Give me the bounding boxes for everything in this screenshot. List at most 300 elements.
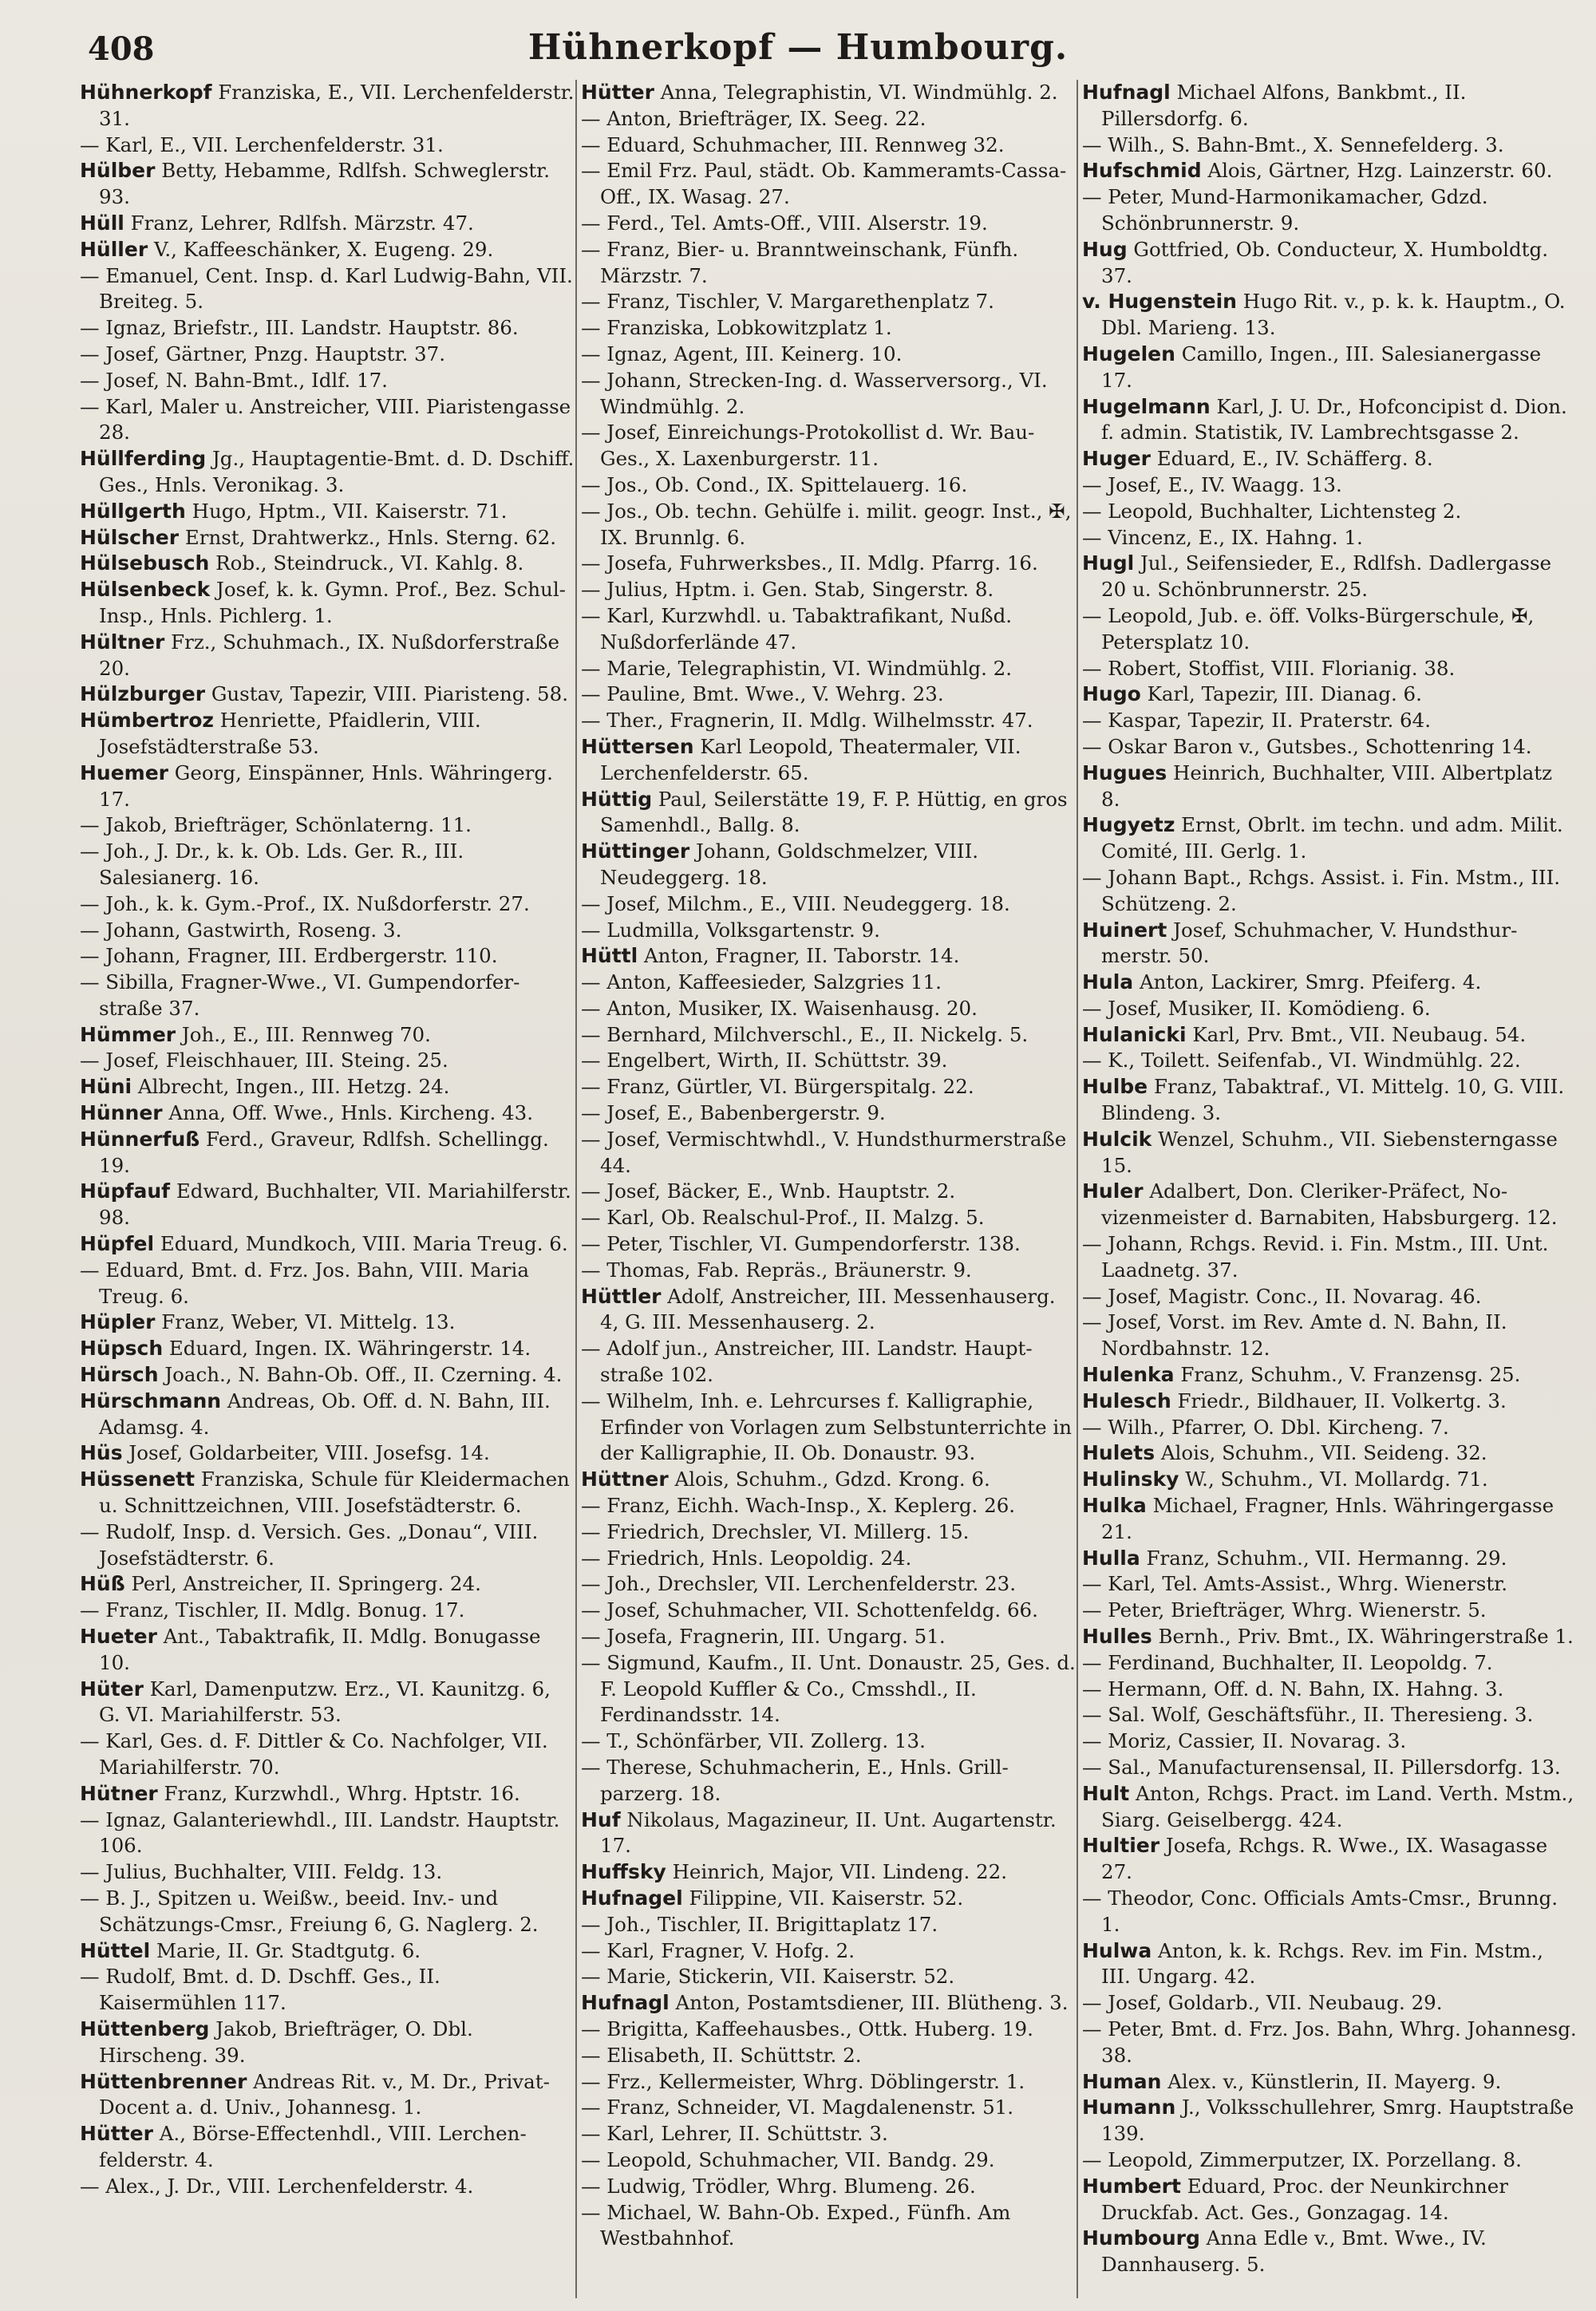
entry-details: A., Börse-Effectenhdl., VIII. Lerchenfelderstr. 4. (99, 2122, 527, 2171)
entry-details: — Leopold, Jub. e. öff. Volks-Bürgerschule, ✠, Petersplatz 10. (1082, 603, 1535, 654)
directory-entry (1082, 1284, 1577, 1310)
entry-details: Filippine, VII. Kaiserstr. 52. (682, 1886, 964, 1910)
entry-details: — Karl, Ges. d. F. Dittler & Co. Nachfolger, VII. Mariahilferstr. 70. (80, 1729, 548, 1779)
directory-entry (581, 1546, 1076, 1572)
entry-surname: Humann (1082, 2096, 1176, 2119)
entry-details: Adalbert, Don. Cleriker-Präfect, Novizenmeister d. Barnabiten, Habsburgerg. 12. (1101, 1179, 1558, 1230)
directory-entry (581, 2095, 1076, 2121)
directory-entry (1082, 1781, 1577, 1834)
directory-entry (80, 132, 575, 159)
entry-details: — Josefa, Fuhrwerksbes., II. Mdlg. Pfarrg. 16. (581, 551, 1038, 575)
entry-details: Paul, Seilerstätte 19, F. P. Hüttig, en gros Samenhdl., Ballg. 8. (600, 787, 1068, 837)
directory-entry (581, 2043, 1076, 2069)
entry-details: — Peter, Mund-Harmonikamacher, Gdzd. Schönbrunnerstr. 9. (1082, 185, 1488, 235)
entry-details: Karl, Tapezir, III. Dianag. 6. (1140, 682, 1422, 706)
directory-entry (80, 1127, 575, 1179)
directory-entry (581, 2017, 1076, 2043)
directory-entry (1082, 1755, 1577, 1781)
entry-details: — Josef, N. Bahn-Bmt., Idlf. 17. (80, 368, 388, 392)
entry-surname: Hüpler (80, 1310, 156, 1334)
entry-details: Anton, Lackirer, Smrg. Pfeiferg. 4. (1133, 970, 1482, 994)
page-header (32, 24, 1564, 72)
directory-entry (80, 315, 575, 342)
entry-details: Anna, Off. Wwe., Hnls. Kircheng. 43. (162, 1101, 534, 1125)
directory-entry (581, 1022, 1076, 1049)
entry-details: Alex. v., Künstlerin, II. Mayerg. 9. (1161, 2069, 1502, 2093)
entry-details: Johann, Goldschmelzer, VIII. Neudeggerg. 18. (600, 839, 979, 889)
entry-details: — Ferd., Tel. Amts-Off., VIII. Alserstr. 19. (581, 211, 988, 235)
directory-entry (581, 1493, 1076, 1519)
directory-entry (80, 1362, 575, 1389)
entry-details: Ernst, Obrlt. im techn. und adm. Milit. Comité, III. Gerlg. 1. (1101, 813, 1563, 863)
column-3 (1082, 80, 1577, 2278)
directory-entry (80, 1310, 575, 1336)
entry-surname: Hülscher (80, 525, 180, 549)
entry-details: Jakob, Briefträger, O. Dbl. Hirscheng. 39. (99, 2017, 473, 2067)
entry-surname: Huemer (80, 760, 169, 784)
directory-entry (1082, 1389, 1577, 1415)
entry-surname: Hüttersen (581, 734, 694, 758)
directory-entry (1082, 1231, 1577, 1284)
entry-details: Marie, II. Gr. Stadtgutg. 6. (150, 1938, 421, 1962)
entry-details: — Joh., k. k. Gym.-Prof., IX. Nußdorferstr. 27. (80, 891, 530, 915)
entry-surname: Hütter (581, 81, 654, 104)
directory-entry (80, 158, 575, 211)
entry-details: — Wilhelm, Inh. e. Lehrcurses f. Kalligraphie, Erfinder von Vorlagen zum Selbstunterrichte in der Kalligraphie, II. Ob. Donaustr. 93. (581, 1389, 1072, 1465)
directory-entry (80, 1022, 575, 1049)
entry-surname: Hulanicki (1082, 1022, 1187, 1046)
directory-entry (80, 943, 575, 970)
entry-surname: Hüttenberg (80, 2017, 210, 2040)
directory-entry (581, 708, 1076, 734)
directory-entry (80, 1179, 575, 1231)
directory-entry (1082, 1833, 1577, 1886)
entry-details: Eduard, E., IV. Schäfferg. 8. (1150, 447, 1433, 471)
entry-surname: Hulcik (1082, 1127, 1152, 1151)
directory-entry (1082, 80, 1577, 132)
entry-details: — Oskar Baron v., Gutsbes., Schottenring 14. (1082, 734, 1532, 758)
entry-details: — Julius, Hptm. i. Gen. Stab, Singerstr. 8. (581, 578, 994, 602)
entry-details: W., Schuhm., VI. Mollardg. 71. (1179, 1468, 1488, 1491)
entry-details: Heinrich, Buchhalter, VIII. Albertplatz 8. (1101, 760, 1553, 811)
directory-entry (80, 2069, 575, 2122)
entry-surname: Hulka (1082, 1494, 1147, 1518)
entry-surname: Hufnagel (581, 1886, 683, 1910)
entry-details: Jul., Seifensieder, E., Rdlfsh. Dadlergasse 20 u. Schönbrunnerstr. 25. (1101, 551, 1552, 602)
entry-details: — Josef, Fleischhauer, III. Steing. 25. (80, 1049, 448, 1073)
entry-details: — Anton, Kaffeesieder, Salzgries 11. (581, 970, 942, 994)
directory-entry (80, 1100, 575, 1127)
entry-details: — Ther., Fragnerin, II. Mdlg. Wilhelmsstr. 47. (581, 709, 1033, 733)
directory-entry (1082, 996, 1577, 1022)
directory-entry (581, 681, 1076, 708)
entry-details: Josef, Schuhmacher, V. Hundsthurmerstr. 50. (1101, 918, 1518, 968)
entry-surname: Hugelen (1082, 342, 1175, 365)
entry-details: — Michael, W. Bahn-Ob. Exped., Fünfh. Am Westbahnhof. (581, 2200, 1011, 2250)
directory-entry (581, 839, 1076, 891)
entry-details: — Pauline, Bmt. Wwe., V. Wehrg. 23. (581, 682, 944, 706)
directory-entry (581, 237, 1076, 290)
entry-details: — Friedrich, Drechsler, VI. Millerg. 15. (581, 1519, 970, 1543)
entry-details: — Karl, E., VII. Lerchenfelderstr. 31. (80, 132, 444, 156)
entry-details: Michael Alfons, Bankbmt., II. Pillersdorfg. 6. (1101, 81, 1467, 130)
directory-entry (80, 839, 575, 891)
entry-details: — Jos., Ob. techn. Gehülfe i. milit. geogr. Inst., ✠, IX. Brunnlg. 6. (581, 499, 1072, 549)
entry-details: — Franz, Eichh. Wach-Insp., X. Keplerg. 26. (581, 1494, 1016, 1518)
entry-details: — Josef, Vorst. im Rev. Amte d. N. Bahn, II. Nordbahnstr. 12. (1082, 1310, 1507, 1361)
entry-details: — Josef, Magistr. Conc., II. Novarag. 46. (1082, 1284, 1482, 1308)
directory-entry (80, 1781, 575, 1807)
directory-entry (1082, 394, 1577, 447)
directory-entry (1082, 1546, 1577, 1572)
directory-entry (581, 1048, 1076, 1074)
directory-entry (1082, 734, 1577, 760)
entry-details: Anton, Rchgs. Pract. im Land. Verth. Mstm., Siarg. Geiselbergg. 424. (1101, 1781, 1574, 1831)
directory-entry (1082, 342, 1577, 394)
directory-entry (80, 263, 575, 316)
directory-entry (1082, 1677, 1577, 1703)
entry-surname: Huf (581, 1807, 621, 1831)
directory-entry (581, 1258, 1076, 1284)
entry-surname: Hugelmann (1082, 394, 1211, 418)
entry-details: Anna Edle v., Bmt. Wwe., IV. Dannhauserg. 5. (1101, 2226, 1487, 2277)
directory-entry (1082, 1702, 1577, 1728)
entry-details: — Anton, Briefträger, IX. Seeg. 22. (581, 106, 926, 130)
directory-entry (581, 1598, 1076, 1624)
directory-entry (80, 630, 575, 682)
directory-entry (80, 525, 575, 551)
entry-details: Anna, Telegraphistin, VI. Windmühlg. 2. (654, 81, 1058, 104)
entry-details: Hugo Rit. v., p. k. k. Hauptm., O. Dbl. Marieng. 13. (1101, 290, 1566, 340)
entry-details: — Marie, Stickerin, VII. Kaiserstr. 52. (581, 1965, 955, 1989)
directory-entry (581, 1964, 1076, 1990)
directory-entry (581, 577, 1076, 603)
directory-entry (1082, 1022, 1577, 1049)
entry-details: Eduard, Ingen. IX. Währingerstr. 14. (163, 1337, 531, 1361)
directory-entry (80, 551, 575, 577)
entry-details: Albrecht, Ingen., III. Hetzg. 24. (132, 1075, 450, 1099)
directory-entry (581, 2121, 1076, 2147)
entry-surname: Humbourg (1082, 2226, 1200, 2250)
directory-entry (1082, 184, 1577, 237)
directory-entry (581, 499, 1076, 551)
entry-details: Josef, k. k. Gymn. Prof., Bez. Schul-Insp., Hnls. Pichlerg. 1. (99, 578, 566, 627)
entry-details: Nikolaus, Magazineur, II. Unt. Augartenstr. 17. (600, 1807, 1057, 1858)
directory-entry (80, 1624, 575, 1677)
directory-entry (1082, 1493, 1577, 1546)
directory-entry (80, 708, 575, 760)
directory-entry (1082, 2226, 1577, 2278)
entry-surname: Hüttenbrenner (80, 2069, 247, 2093)
entry-details: — Sal. Wolf, Geschäftsführ., II. Theresieng. 3. (1082, 1703, 1534, 1727)
directory-entry (581, 787, 1076, 839)
entry-surname: Huinert (1082, 918, 1167, 942)
entry-details: — Ignaz, Agent, III. Keinerg. 10. (581, 342, 903, 365)
entry-surname: Hugo (1082, 682, 1141, 706)
entry-surname: Hüß (80, 1572, 125, 1596)
entry-details: Anton, k. k. Rchgs. Rev. im Fin. Mstm., III. Ungarg. 42. (1101, 1938, 1543, 1989)
column-2 (581, 80, 1076, 2252)
directory-entry (581, 289, 1076, 315)
entry-details: Eduard, Proc. der Neunkirchner Druckfab. Act. Ges., Gonzagag. 14. (1101, 2174, 1508, 2224)
directory-entry (581, 918, 1076, 944)
entry-details: Alois, Gärtner, Hzg. Lainzerstr. 60. (1201, 159, 1553, 183)
entry-details: Michael, Fragner, Hnls. Währingergasse 21. (1101, 1494, 1555, 1543)
directory-entry (1082, 1938, 1577, 1991)
directory-entry (1082, 1728, 1577, 1755)
entry-surname: Hünner (80, 1101, 163, 1125)
entry-details: Edward, Buchhalter, VII. Mariahilferstr. 98. (99, 1179, 571, 1230)
directory-entry (80, 1886, 575, 1938)
directory-entry (581, 551, 1076, 577)
entry-surname: Hult (1082, 1781, 1130, 1805)
entry-details: — Ferdinand, Buchhalter, II. Leopoldg. 7. (1082, 1650, 1493, 1674)
directory-entry (80, 80, 575, 132)
entry-surname: Hugyetz (1082, 813, 1175, 837)
directory-entry (80, 394, 575, 447)
directory-entry (581, 420, 1076, 472)
entry-details: — Josef, Einreichungs-Protokollist d. Wr. Bau-Ges., X. Laxenburgerstr. 11. (581, 421, 1035, 471)
entry-details: — Emanuel, Cent. Insp. d. Karl Ludwig-Bahn, VII. Breiteg. 5. (80, 263, 573, 314)
entry-details: — Jos., Ob. Cond., IX. Spittelauerg. 16. (581, 472, 968, 496)
directory-entry (581, 943, 1076, 970)
entry-details: — Hermann, Off. d. N. Bahn, IX. Hahng. 3. (1082, 1677, 1504, 1701)
directory-entry (80, 1571, 575, 1598)
entry-details: Josefa, Rchgs. R. Wwe., IX. Wasagasse 27. (1101, 1834, 1548, 1884)
directory-entry (80, 918, 575, 944)
entry-details: — Bernhard, Milchverschl., E., II. Nickelg. 5. (581, 1022, 1029, 1046)
entry-details: — Leopold, Buchhalter, Lichtensteg 2. (1082, 499, 1462, 523)
directory-entry (581, 342, 1076, 368)
directory-entry (1082, 472, 1577, 499)
entry-details: — Kaspar, Tapezir, II. Praterstr. 64. (1082, 709, 1431, 733)
entry-surname: Huger (1082, 447, 1151, 471)
entry-details: — Brigitta, Kaffeehausbes., Ottk. Huberg. 19. (581, 2017, 1033, 2040)
directory-entry (581, 1886, 1076, 1912)
entry-surname: Hültner (80, 630, 165, 654)
entry-details: — T., Schönfärber, VII. Zollerg. 13. (581, 1729, 926, 1753)
entry-details: — Josef, Bäcker, E., Wnb. Hauptstr. 2. (581, 1179, 956, 1203)
entry-surname: Hulbe (1082, 1075, 1148, 1099)
directory-entry (80, 342, 575, 368)
entry-details: — Leopold, Schuhmacher, VII. Bandg. 29. (581, 2147, 995, 2171)
entry-details: Gustav, Tapezir, VIII. Piaristeng. 58. (205, 682, 568, 706)
directory-entry (80, 1859, 575, 1886)
entry-surname: Humbert (1082, 2174, 1181, 2198)
entry-surname: Hufnagl (581, 1991, 670, 2015)
directory-entry (581, 970, 1076, 996)
entry-details: Bernh., Priv. Bmt., IX. Währingerstraße 1. (1152, 1625, 1574, 1649)
directory-entry (1082, 1598, 1577, 1624)
directory-entry (1082, 865, 1577, 918)
directory-entry (581, 211, 1076, 237)
entry-details: — Alex., J. Dr., VIII. Lerchenfelderstr. 4. (80, 2174, 474, 2198)
directory-entry (1082, 1179, 1577, 1231)
entry-details: Franz, Weber, VI. Mittelg. 13. (155, 1310, 456, 1334)
entry-details: — Ludmilla, Volksgartenstr. 9. (581, 918, 880, 942)
directory-entry (581, 1205, 1076, 1231)
directory-entry (581, 1990, 1076, 2017)
directory-entry (581, 603, 1076, 656)
directory-entry (80, 577, 575, 630)
entry-details: — Marie, Telegraphistin, VI. Windmühlg. 2. (581, 656, 1013, 680)
directory-entry (1082, 1990, 1577, 2017)
directory-entry (80, 1677, 575, 1729)
directory-entry (581, 1519, 1076, 1546)
directory-entry (1082, 656, 1577, 682)
entry-details: Betty, Hebamme, Rdlfsh. Schweglerstr. 93. (99, 159, 550, 209)
directory-entry (581, 1389, 1076, 1467)
directory-entry (1082, 1415, 1577, 1441)
entry-surname: Hulinsky (1082, 1468, 1179, 1491)
entry-surname: Huler (1082, 1179, 1144, 1203)
entry-details: — Frz., Kellermeister, Whrg. Döblingerstr. 1. (581, 2069, 1025, 2093)
directory-entry (1082, 2095, 1577, 2147)
directory-entry (80, 1598, 575, 1624)
directory-entry (80, 446, 575, 499)
entry-details: — Karl, Ob. Realschul-Prof., II. Malzg. 5. (581, 1206, 985, 1230)
directory-entry (1082, 2017, 1577, 2069)
directory-entry (581, 2069, 1076, 2096)
directory-entry (1082, 1886, 1577, 1938)
entry-details: — Johann, Gastwirth, Roseng. 3. (80, 918, 402, 942)
entry-surname: Hultier (1082, 1834, 1160, 1858)
entry-surname: Hüter (80, 1677, 144, 1701)
entry-surname: Hüllgerth (80, 499, 186, 523)
entry-details: — Therese, Schuhmacherin, E., Hnls. Grillparzerg. 18. (581, 1756, 1009, 1805)
directory-entry (581, 158, 1076, 211)
entry-details: Alois, Schuhm., VII. Seideng. 32. (1155, 1441, 1487, 1465)
entry-details: — Rudolf, Bmt. d. D. Dschff. Ges., II. Kaisermühlen 117. (80, 1965, 440, 2015)
directory-entry (80, 891, 575, 918)
directory-entry (1082, 1310, 1577, 1362)
directory-entry (80, 1964, 575, 2017)
entry-details: — Sal., Manufacturensensal, II. Pillersdorfg. 13. (1082, 1756, 1561, 1779)
entry-details: — Eduard, Schuhmacher, III. Rennweg 32. (581, 132, 1005, 156)
entry-details: — Wilh., Pfarrer, O. Dbl. Kircheng. 7. (1082, 1415, 1449, 1439)
directory-entry (1082, 1467, 1577, 1493)
entry-surname: Hütner (80, 1781, 158, 1805)
entry-surname: Hula (1082, 970, 1134, 994)
entry-surname: Hugues (1082, 760, 1167, 784)
entry-surname: Hüller (80, 237, 148, 261)
entry-details: — Josef, Vermischtwhdl., V. Hundsthurmerstraße 44. (581, 1127, 1067, 1177)
directory-entry (1082, 1074, 1577, 1127)
entry-details: — Moriz, Cassier, II. Novarag. 3. (1082, 1729, 1407, 1753)
entry-details: — Josefa, Fragnerin, III. Ungarg. 51. (581, 1625, 946, 1649)
directory-entry (80, 1519, 575, 1572)
entry-details: Karl, J. U. Dr., Hofconcipist d. Dion. f. admin. Statistik, IV. Lambrechtsgasse 2. (1101, 394, 1567, 444)
directory-entry (1082, 708, 1577, 734)
entry-details: — Karl, Lehrer, II. Schüttstr. 3. (581, 2122, 888, 2146)
directory-entry (1082, 603, 1577, 656)
entry-details: — Johann, Fragner, III. Erdbergerstr. 110. (80, 944, 498, 968)
directory-entry (1082, 446, 1577, 472)
directory-entry (581, 1074, 1076, 1100)
entry-details: — Josef, Musiker, II. Komödieng. 6. (1082, 996, 1431, 1020)
entry-surname: Hufschmid (1082, 159, 1202, 183)
entry-details: V., Kaffeeschänker, X. Eugeng. 29. (148, 237, 494, 261)
directory-entry (1082, 1624, 1577, 1650)
entry-surname: Hülsenbeck (80, 578, 211, 602)
entry-details: Alois, Schuhm., Gdzd. Krong. 6. (668, 1468, 990, 1491)
entry-details: Franz, Schuhm., VII. Hermanng. 29. (1140, 1546, 1507, 1570)
entry-details: — Emil Frz. Paul, städt. Ob. Kammeramts-Cassa-Off., IX. Wasag. 27. (581, 159, 1067, 209)
directory-entry (80, 1258, 575, 1310)
directory-entry (581, 2200, 1076, 2253)
entry-details: — Rudolf, Insp. d. Versich. Ges. „Donau“, VIII. Josefstädterstr. 6. (80, 1519, 539, 1570)
entry-surname: Hüttl (581, 944, 638, 968)
directory-entry (80, 2017, 575, 2069)
directory-entry (581, 656, 1076, 682)
entry-details: — Adolf jun., Anstreicher, III. Landstr. Hauptstraße 102. (581, 1337, 1033, 1387)
entry-surname: Hulla (1082, 1546, 1140, 1570)
entry-surname: Hümbertroz (80, 709, 214, 733)
entry-details: — Franz, Tischler, V. Margarethenplatz 7. (581, 290, 994, 314)
directory-entry (80, 368, 575, 394)
directory-entry (80, 1336, 575, 1362)
directory-entry (581, 734, 1076, 787)
directory-entry (581, 996, 1076, 1022)
entry-details: J., Volksschullehrer, Smrg. Hauptstraße 139. (1101, 2096, 1574, 2146)
entry-details: Karl, Prv. Bmt., VII. Neubaug. 54. (1186, 1022, 1527, 1046)
entry-surname: Hüpsch (80, 1337, 164, 1361)
directory-entry (80, 237, 575, 263)
page-number: 408 (88, 30, 155, 68)
entry-surname: Human (1082, 2069, 1162, 2093)
entry-details: Franz, Schuhm., V. Franzensg. 25. (1174, 1363, 1521, 1387)
directory-entry (1082, 551, 1577, 603)
directory-entry (1082, 918, 1577, 970)
entry-details: — Joh., Tischler, II. Brigittaplatz 17. (581, 1912, 938, 1936)
entry-details: Franziska, Schule für Kleidermachen u. Schnittzeichnen, VIII. Josefstädterstr. 6. (99, 1468, 570, 1518)
directory-entry (581, 1859, 1076, 1886)
entry-details: — Peter, Bmt. d. Frz. Jos. Bahn, Whrg. Johannesg. 38. (1082, 2017, 1577, 2067)
entry-details: — Engelbert, Wirth, II. Schüttstr. 39. (581, 1049, 948, 1073)
directory-entry (581, 368, 1076, 421)
directory-entry (581, 80, 1076, 106)
directory-entry (581, 2147, 1076, 2174)
entry-surname: Hüssenett (80, 1468, 196, 1491)
directory-entry (581, 1284, 1076, 1337)
entry-details: — Joh., Drechsler, VII. Lerchenfelderstr. 23. (581, 1572, 1017, 1596)
directory-entry (80, 1389, 575, 1441)
directory-entry (1082, 1362, 1577, 1389)
entry-details: — Josef, Gärtner, Pnzg. Hauptstr. 37. (80, 342, 445, 365)
directory-entry (1082, 158, 1577, 184)
directory-entry (1082, 1650, 1577, 1677)
directory-entry (80, 760, 575, 813)
directory-entry (581, 1807, 1076, 1860)
entry-details: — Karl, Kurzwhdl. u. Tabaktrafikant, Nußd. Nußdorferlände 47. (581, 603, 1013, 654)
entry-details: — Friedrich, Hnls. Leopoldig. 24. (581, 1546, 912, 1570)
entry-details: — Joh., J. Dr., k. k. Ob. Lds. Ger. R., III. Salesianerg. 16. (80, 839, 464, 889)
entry-details: — Franz, Tischler, II. Mdlg. Bonug. 17. (80, 1598, 465, 1622)
directory-entry (581, 106, 1076, 132)
entry-surname: Hugl (1082, 551, 1135, 575)
entry-details: — Karl, Tel. Amts-Assist., Whrg. Wienerstr. (1082, 1572, 1507, 1596)
entry-details: — Eduard, Bmt. d. Frz. Jos. Bahn, VIII. Maria Treug. 6. (80, 1258, 529, 1308)
entry-details: Rob., Steindruck., VI. Kahlg. 8. (209, 551, 524, 575)
entry-details: Wenzel, Schuhm., VII. Siebensterngasse 15. (1101, 1127, 1558, 1177)
entry-surname: Hütter (80, 2122, 153, 2146)
directory-entry (1082, 1571, 1577, 1598)
directory-entry (1082, 237, 1577, 290)
entry-details: Andreas Rit. v., M. Dr., Privat-Docent a. d. Univ., Johannesg. 1. (99, 2069, 550, 2119)
entry-surname: Hueter (80, 1625, 157, 1649)
entry-surname: Hüttinger (581, 839, 690, 863)
entry-details: — Sigmund, Kaufm., II. Unt. Donaustr. 25, Ges. d. F. Leopold Kuffler & Co., Cmsshdl., II. Ferdinandsstr. 14. (581, 1650, 1076, 1727)
